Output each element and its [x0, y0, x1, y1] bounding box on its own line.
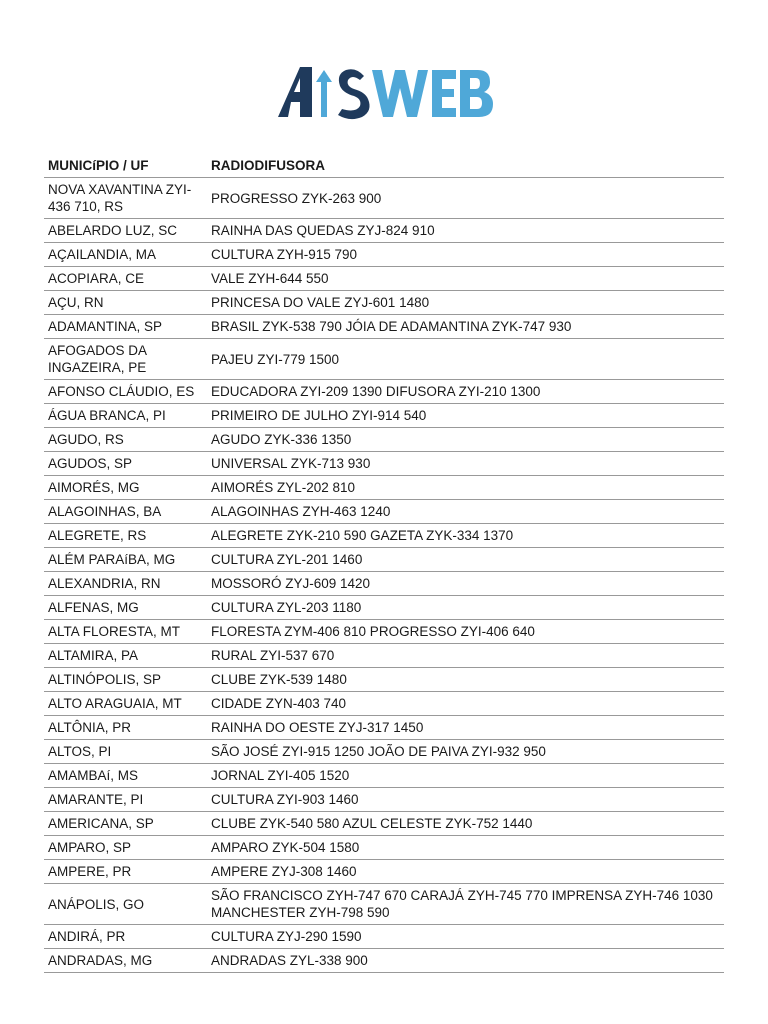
cell-radiodifusora: EDUCADORA ZYI-209 1390 DIFUSORA ZYI-210 1300: [207, 380, 724, 404]
cell-radiodifusora: CLUBE ZYK-539 1480: [207, 668, 724, 692]
cell-radiodifusora: CULTURA ZYL-201 1460: [207, 548, 724, 572]
table-row: [44, 291, 724, 315]
cell-radiodifusora: RAINHA DAS QUEDAS ZYJ-824 910: [207, 219, 724, 243]
cell-municipio: ALEGRETE, RS: [44, 524, 207, 548]
cell-radiodifusora: MOSSORÓ ZYJ-609 1420: [207, 572, 724, 596]
table-row: [44, 315, 724, 339]
cell-radiodifusora: SÃO FRANCISCO ZYH-747 670 CARAJÁ ZYH-745 770 IMPRENSA ZYH-746 1030 MANCHESTER ZYH-798 590: [207, 884, 724, 925]
cell-municipio: AMPERE, PR: [44, 860, 207, 884]
cell-municipio: ALFENAS, MG: [44, 596, 207, 620]
table-row: [44, 476, 724, 500]
radio-stations-table: [44, 153, 724, 973]
table-header-row: [44, 153, 724, 178]
cell-municipio: AÇAILANDIA, MA: [44, 243, 207, 267]
table-row: [44, 428, 724, 452]
table-row: [44, 572, 724, 596]
cell-radiodifusora: ALEGRETE ZYK-210 590 GAZETA ZYK-334 1370: [207, 524, 724, 548]
table-row: [44, 178, 724, 219]
table-row: [44, 860, 724, 884]
cell-radiodifusora: PRINCESA DO VALE ZYJ-601 1480: [207, 291, 724, 315]
cell-municipio: ABELARDO LUZ, SC: [44, 219, 207, 243]
cell-radiodifusora: ANDRADAS ZYL-338 900: [207, 949, 724, 973]
table-row: [44, 548, 724, 572]
cell-municipio: ANDIRÁ, PR: [44, 925, 207, 949]
cell-municipio: ALTA FLORESTA, MT: [44, 620, 207, 644]
cell-municipio: ALAGOINHAS, BA: [44, 500, 207, 524]
table-row: [44, 740, 724, 764]
table-row: [44, 884, 724, 925]
cell-municipio: AMAMBAí, MS: [44, 764, 207, 788]
cell-radiodifusora: RAINHA DO OESTE ZYJ-317 1450: [207, 716, 724, 740]
cell-municipio: ALÉM PARAíBA, MG: [44, 548, 207, 572]
table-row: [44, 949, 724, 973]
table-row: [44, 267, 724, 291]
table-row: [44, 404, 724, 428]
cell-radiodifusora: ALAGOINHAS ZYH-463 1240: [207, 500, 724, 524]
cell-radiodifusora: AGUDO ZYK-336 1350: [207, 428, 724, 452]
cell-municipio: AFONSO CLÁUDIO, ES: [44, 380, 207, 404]
cell-municipio: ALEXANDRIA, RN: [44, 572, 207, 596]
table-row: [44, 620, 724, 644]
cell-municipio: AGUDOS, SP: [44, 452, 207, 476]
cell-radiodifusora: JORNAL ZYI-405 1520: [207, 764, 724, 788]
cell-municipio: ALTÔNIA, PR: [44, 716, 207, 740]
header-radiodifusora: RADIODIFUSORA: [207, 153, 724, 178]
cell-radiodifusora: AMPERE ZYJ-308 1460: [207, 860, 724, 884]
table-row: [44, 788, 724, 812]
table-row: [44, 380, 724, 404]
cell-radiodifusora: VALE ZYH-644 550: [207, 267, 724, 291]
cell-radiodifusora: BRASIL ZYK-538 790 JÓIA DE ADAMANTINA ZYK-747 930: [207, 315, 724, 339]
header-municipio: MUNICíPIO / UF: [44, 153, 207, 178]
cell-radiodifusora: RURAL ZYI-537 670: [207, 644, 724, 668]
cell-municipio: AMARANTE, PI: [44, 788, 207, 812]
cell-municipio: AMPARO, SP: [44, 836, 207, 860]
table-row: [44, 524, 724, 548]
cell-municipio: NOVA XAVANTINA ZYI-436 710, RS: [44, 178, 207, 219]
table-row: [44, 812, 724, 836]
cell-radiodifusora: PRIMEIRO DE JULHO ZYI-914 540: [207, 404, 724, 428]
table-row: [44, 500, 724, 524]
cell-municipio: ACOPIARA, CE: [44, 267, 207, 291]
table-row: [44, 836, 724, 860]
cell-radiodifusora: PROGRESSO ZYK-263 900: [207, 178, 724, 219]
cell-radiodifusora: CULTURA ZYL-203 1180: [207, 596, 724, 620]
table-row: [44, 339, 724, 380]
cell-radiodifusora: CIDADE ZYN-403 740: [207, 692, 724, 716]
cell-municipio: ALTOS, PI: [44, 740, 207, 764]
cell-radiodifusora: UNIVERSAL ZYK-713 930: [207, 452, 724, 476]
cell-municipio: ALTINÓPOLIS, SP: [44, 668, 207, 692]
cell-municipio: ADAMANTINA, SP: [44, 315, 207, 339]
cell-municipio: ALTAMIRA, PA: [44, 644, 207, 668]
cell-municipio: ÁGUA BRANCA, PI: [44, 404, 207, 428]
aisweb-logo: [276, 62, 496, 122]
cell-radiodifusora: CULTURA ZYI-903 1460: [207, 788, 724, 812]
cell-radiodifusora: SÃO JOSÉ ZYI-915 1250 JOÃO DE PAIVA ZYI-932 950: [207, 740, 724, 764]
cell-municipio: AMERICANA, SP: [44, 812, 207, 836]
table-row: [44, 668, 724, 692]
table-row: [44, 716, 724, 740]
table-row: [44, 219, 724, 243]
table-row: [44, 925, 724, 949]
cell-municipio: ANÁPOLIS, GO: [44, 884, 207, 925]
cell-municipio: ALTO ARAGUAIA, MT: [44, 692, 207, 716]
cell-municipio: AIMORÉS, MG: [44, 476, 207, 500]
cell-radiodifusora: FLORESTA ZYM-406 810 PROGRESSO ZYI-406 640: [207, 620, 724, 644]
table-row: [44, 692, 724, 716]
table-row: [44, 243, 724, 267]
cell-municipio: AFOGADOS DA INGAZEIRA, PE: [44, 339, 207, 380]
cell-radiodifusora: CLUBE ZYK-540 580 AZUL CELESTE ZYK-752 1440: [207, 812, 724, 836]
aisweb-logo-graphic: [276, 62, 496, 122]
cell-municipio: AÇU, RN: [44, 291, 207, 315]
cell-radiodifusora: CULTURA ZYJ-290 1590: [207, 925, 724, 949]
cell-municipio: ANDRADAS, MG: [44, 949, 207, 973]
table-row: [44, 452, 724, 476]
cell-radiodifusora: CULTURA ZYH-915 790: [207, 243, 724, 267]
cell-municipio: AGUDO, RS: [44, 428, 207, 452]
cell-radiodifusora: AIMORÉS ZYL-202 810: [207, 476, 724, 500]
table-row: [44, 644, 724, 668]
table-row: [44, 764, 724, 788]
cell-radiodifusora: AMPARO ZYK-504 1580: [207, 836, 724, 860]
table-row: [44, 596, 724, 620]
cell-radiodifusora: PAJEU ZYI-779 1500: [207, 339, 724, 380]
